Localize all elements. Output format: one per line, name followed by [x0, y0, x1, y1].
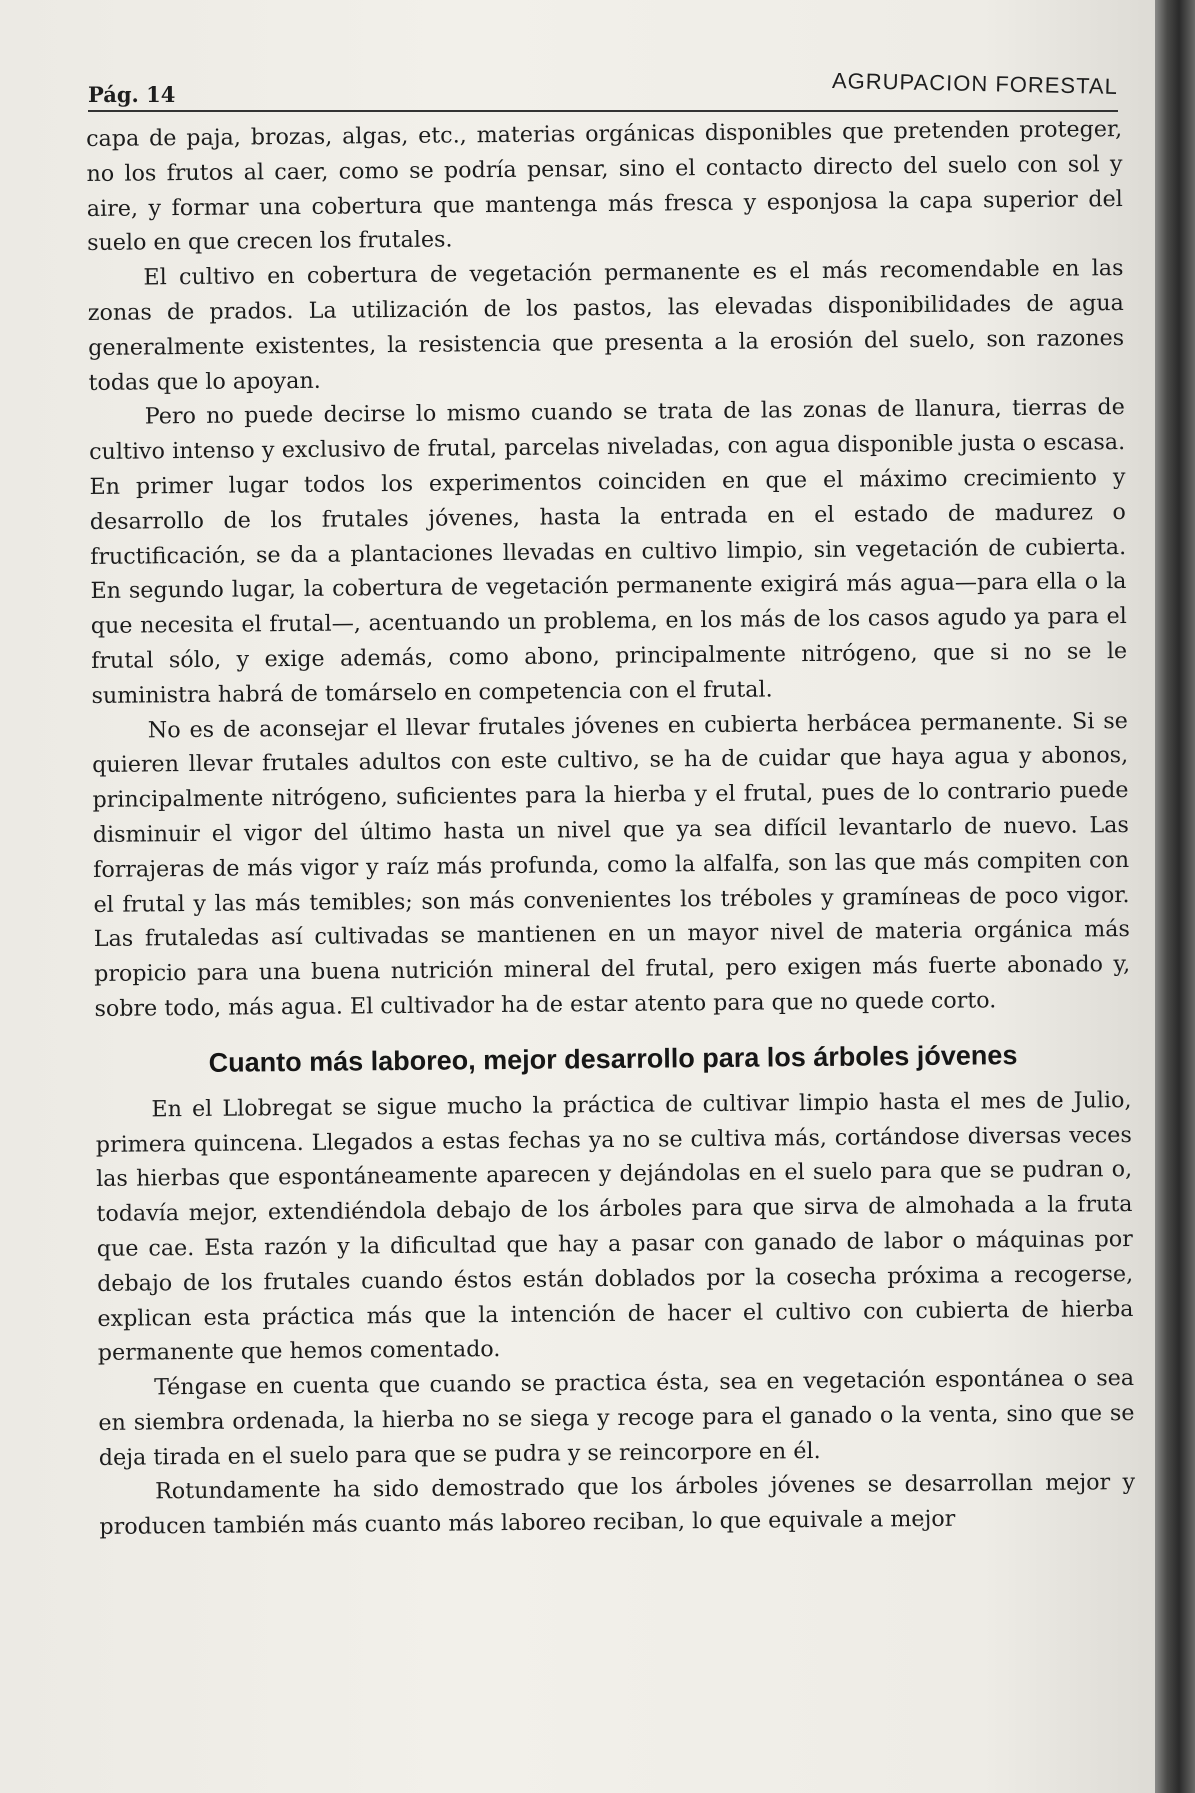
page-binding-edge — [1155, 0, 1195, 1793]
page-number: Pág. 14 — [88, 82, 176, 107]
running-head — [88, 60, 1118, 112]
section-heading: Cuanto más laboreo, mejor desarrollo para los árboles jóvenes — [208, 1039, 1018, 1078]
paragraph: No es de aconsejar el llevar frutales jóvenes en cubierta herbácea permanente. Si se quieren llevar frutales adultos con este cultivo, se ha de cuidar que haya agua y abonos, principalmente nitrógeno, suficientes para la hierba y el frutal, pues de lo contrario puede disminuir el vigor del último hasta un nivel que ya sea difícil levantarlo de nuevo. Las forrajeras de más vigor y raíz más profunda, como la alfalfa, son las que más compiten con el frutal y las más temibles; son más convenientes los tréboles y gramíneas de poco vigor. Las frutaledas así cultivadas se mantienen en un mayor nivel de materia orgánica más propicio para una buena nutrición mineral del frutal, pero exigen más fuerte abonado y, sobre todo, más agua. El cultivador ha de estar atento para que no quede corto. — [92, 707, 1131, 1022]
paragraph: El cultivo en cobertura de vegetación permanente es el más recomendable en las zonas de prados. La utilización de los pastos, las elevadas disponibilidades de agua generalmente existentes, la resistencia que presenta a la erosión del suelo, son razones todas que lo apoyan. — [87, 255, 1125, 396]
paragraph: Rotundamente ha sido demostrado que los árboles jóvenes se desarrollan mejor y producen también más cuanto más laboreo reciban, lo que equivale a mejor — [99, 1469, 1136, 1541]
journal-title: AGRUPACION FORESTAL — [831, 68, 1119, 99]
paragraph: Pero no puede decirse lo mismo cuando se trata de las zonas de llanura, tierras de cultivo intenso y exclusivo de frutal, parcelas niveladas, con agua disponible justa o escasa. En primer lugar todos los experimentos coinciden en que el máximo crecimiento y desarrollo de los frutales jóvenes, hasta la entrada en el estado de madurez o fructificación, se da a plantaciones llevadas en cultivo limpio, sin vegetación de cubierta. En segundo lugar, la cobertura de vegetación permanente exigirá más agua—para ella o la que necesita el frutal—, acentuando un problema, en los más de los casos agudo ya para el frutal sólo, y exige además, como abono, principalmente nitrógeno, que si no se le suministra habrá de tomárselo en competencia con el frutal. — [89, 394, 1128, 709]
paragraph: capa de paja, brozas, algas, etc., materias orgánicas disponibles que pretenden proteger, no los frutos al caer, como se podría pensar, sino el contacto directo del suelo con sol y aire, y formar una cobertura que mantenga más fresca y esponjosa la capa superior del suelo en que crecen los frutales. — [86, 116, 1123, 257]
paragraph: Téngase en cuenta que cuando se practica ésta, sea en vegetación espontánea o sea en siembra ordenada, la hierba no se siega y recoge para el ganado o la venta, sino que se deja tirada en el suelo para que se pudra y se reincorpore en él. — [98, 1365, 1135, 1471]
article-body — [86, 112, 1136, 1545]
paragraph: En el Llobregat se sigue mucho la práctica de cultivar limpio hasta el mes de Julio, primera quincena. Llegados a estas fechas ya no se cultiva más, cortándose diversas veces las hierbas que espontáneamente aparecen y dejándolas en el suelo para que se pudran o, todavía mejor, extendiéndola debajo de los árboles para que sirva de almohada a la fruta que cae. Esta razón y la dificultad que hay a pasar con ganado de labor o máquinas por debajo de los frutales cuando éstos están doblados por la cosecha próxima a recogerse, explican esta práctica más que la intención de hacer el cultivo con cubierta de hierba permanente que hemos comentado. — [95, 1086, 1134, 1367]
